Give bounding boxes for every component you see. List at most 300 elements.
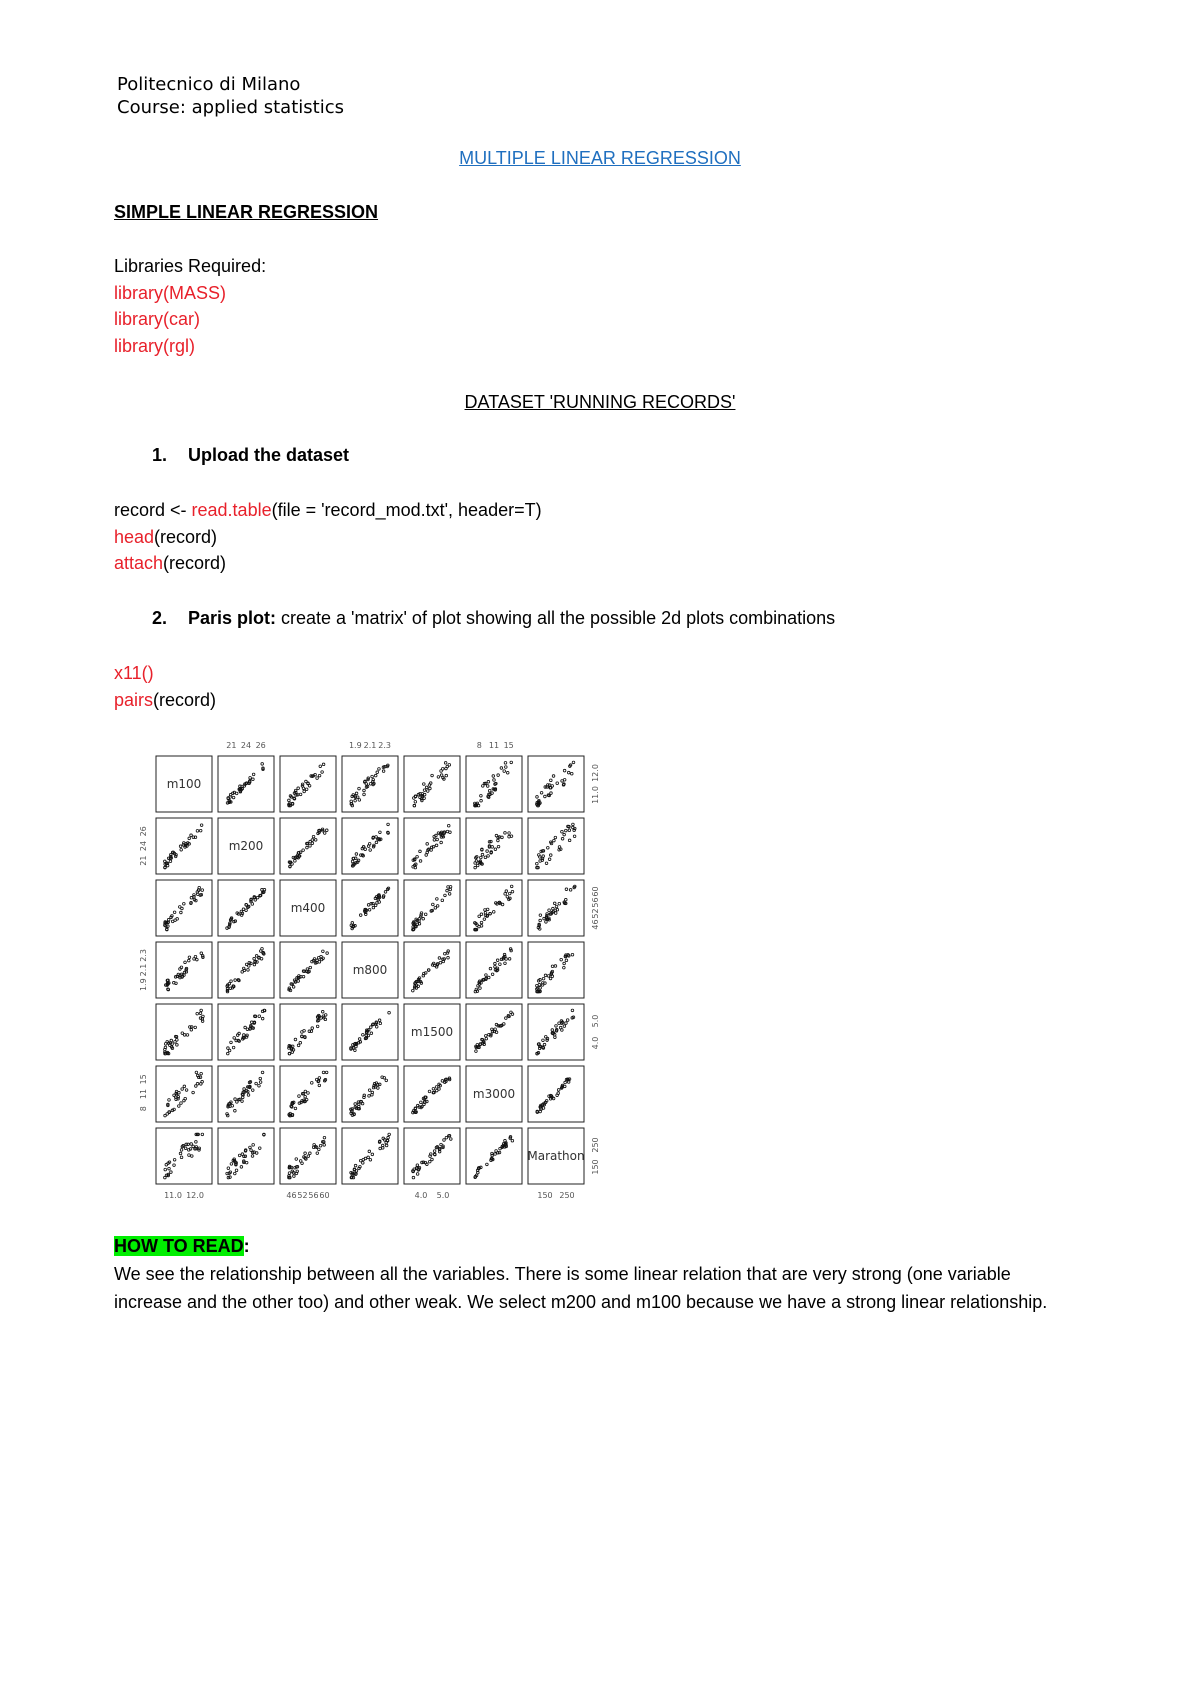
scatter-point	[479, 987, 482, 990]
how-to-read-label: HOW TO READ	[114, 1236, 244, 1256]
scatter-point	[504, 962, 507, 965]
scatter-point	[301, 1099, 304, 1102]
scatter-point	[302, 849, 305, 852]
scatter-point	[178, 1105, 181, 1108]
scatter-point	[245, 1161, 248, 1164]
scatter-point	[490, 851, 493, 854]
scatter-point	[368, 842, 371, 845]
scatter-point	[504, 832, 507, 835]
scatter-point	[293, 797, 296, 800]
scatter-point	[480, 856, 483, 859]
scatter-point	[434, 907, 437, 910]
scatter-point	[318, 774, 321, 777]
scatter-point	[565, 959, 568, 962]
scatter-point	[551, 1029, 554, 1032]
axis-tick-label: 52	[591, 908, 600, 919]
scatter-point	[447, 824, 450, 827]
scatter-point	[244, 1026, 247, 1029]
scatter-point	[379, 1022, 382, 1025]
scatter-point	[367, 904, 370, 907]
scatter-point	[294, 789, 297, 792]
scatter-point	[385, 1079, 388, 1082]
scatter-point	[252, 1144, 255, 1147]
scatter-point	[320, 958, 323, 961]
scatter-point	[433, 839, 436, 842]
scatter-point	[196, 830, 199, 833]
scatter-point	[548, 858, 551, 861]
scatter-point	[352, 1044, 355, 1047]
scatter-point	[242, 908, 245, 911]
scatter-point	[428, 1160, 431, 1163]
scatter-point	[360, 1100, 363, 1103]
variable-label: m3000	[472, 1087, 516, 1101]
scatter-point	[253, 963, 256, 966]
scatter-point	[559, 1026, 562, 1029]
scatter-point	[382, 1137, 385, 1140]
scatter-point	[354, 857, 357, 860]
scatter-point	[435, 834, 438, 837]
axis-tick-label: 15	[503, 741, 514, 750]
panel-frame	[156, 1066, 212, 1122]
scatter-point	[308, 784, 311, 787]
panel-frame	[156, 942, 212, 998]
scatter-point	[174, 1035, 177, 1038]
scatter-point	[483, 918, 486, 921]
scatter-point	[316, 777, 319, 780]
scatter-point	[359, 914, 362, 917]
scatter-point	[243, 1088, 246, 1091]
panel-frame	[280, 818, 336, 874]
scatter-point	[375, 1026, 378, 1029]
code-function: x11()	[114, 663, 154, 683]
scatter-point	[497, 845, 500, 848]
scatter-point	[253, 957, 256, 960]
scatter-point	[305, 780, 308, 783]
scatter-point	[508, 958, 511, 961]
scatter-point	[230, 1041, 233, 1044]
scatter-point	[352, 1046, 355, 1049]
scatter-point	[561, 830, 564, 833]
scatter-point	[292, 856, 295, 859]
scatter-point	[252, 778, 255, 781]
scatter-point	[307, 1092, 310, 1095]
scatter-point	[539, 914, 542, 917]
scatter-point	[231, 792, 234, 795]
scatter-point	[423, 789, 426, 792]
scatter-point	[371, 1091, 374, 1094]
scatter-point	[508, 832, 511, 835]
scatter-point	[173, 1108, 176, 1111]
scatter-point	[247, 1094, 250, 1097]
scatter-point	[497, 774, 500, 777]
scatter-point	[504, 762, 507, 765]
scatter-point	[484, 1035, 487, 1038]
scatter-point	[318, 1084, 321, 1087]
scatter-point	[188, 837, 191, 840]
scatter-point	[189, 1148, 192, 1151]
scatter-point	[489, 912, 492, 915]
scatter-point	[545, 862, 548, 865]
scatter-point	[248, 961, 251, 964]
scatter-point	[547, 975, 550, 978]
scatter-point	[478, 1166, 481, 1169]
scatter-point	[313, 1144, 316, 1147]
scatter-point	[423, 783, 426, 786]
scatter-point	[445, 774, 448, 777]
scatter-point	[555, 1025, 558, 1028]
scatter-point	[412, 989, 415, 992]
scatter-point	[369, 849, 372, 852]
scatter-point	[234, 1109, 237, 1112]
scatter-point	[491, 1028, 494, 1031]
scatter-point	[367, 1156, 370, 1159]
scatter-point	[299, 1041, 302, 1044]
scatter-point	[420, 912, 423, 915]
dataset-title: DATASET 'RUNNING RECORDS'	[464, 392, 736, 412]
scatter-point	[185, 1089, 188, 1092]
code-function: read.table	[191, 500, 272, 520]
scatter-point	[171, 1043, 174, 1046]
scatter-point	[363, 1094, 366, 1097]
axis-tick-label: 1.9	[348, 741, 362, 750]
scatter-point	[378, 768, 381, 771]
scatter-point	[549, 786, 552, 789]
scatter-point	[252, 773, 255, 776]
scatter-point	[298, 1095, 301, 1098]
scatter-point	[301, 1035, 304, 1038]
scatter-point	[539, 919, 542, 922]
scatter-point	[415, 987, 418, 990]
code-text: (record)	[154, 527, 218, 547]
scatter-point	[372, 837, 375, 840]
scatter-point	[359, 1165, 362, 1168]
institution-name: Politecnico di Milano	[117, 74, 301, 95]
scatter-point	[294, 1107, 297, 1110]
scatter-point	[368, 909, 371, 912]
scatter-point	[570, 772, 573, 775]
axis-tick-label: 2.1	[363, 741, 377, 750]
scatter-point	[435, 1089, 438, 1092]
scatter-point	[450, 1138, 453, 1141]
scatter-point	[431, 774, 434, 777]
scatter-point	[253, 1022, 256, 1025]
scatter-point	[536, 862, 539, 865]
scatter-point	[307, 1155, 310, 1158]
scatter-point	[196, 1012, 199, 1015]
scatter-point	[306, 842, 309, 845]
scatter-point	[377, 1087, 380, 1090]
scatter-point	[379, 1147, 382, 1150]
scatter-point	[297, 852, 300, 855]
scatter-point	[494, 962, 497, 965]
scatter-point	[317, 1080, 320, 1083]
scatter-point	[183, 974, 186, 977]
scatter-point	[361, 1162, 364, 1165]
how-to-read-text: We see the relationship between all the variables. There is some linear relation that are very strong (one variable increase and the other too) and other weak. We select m200 and m100 because we have a strong linear relationship.	[114, 1264, 1048, 1312]
scatter-point	[381, 1147, 384, 1150]
scatter-point	[352, 925, 355, 928]
scatter-point	[201, 1080, 204, 1083]
scatter-point	[505, 1017, 508, 1020]
scatter-point	[196, 958, 199, 961]
scatter-point	[371, 1153, 374, 1156]
scatter-point	[563, 783, 566, 786]
scatter-point	[558, 846, 561, 849]
scatter-point	[487, 855, 490, 858]
scatter-point	[563, 962, 566, 965]
scatter-point	[358, 799, 361, 802]
panel-frame	[342, 1128, 398, 1184]
axis-tick-label: 250	[591, 1137, 600, 1153]
scatter-point	[259, 950, 262, 953]
scatter-point	[476, 990, 479, 993]
library-line: library(rgl)	[114, 336, 195, 356]
scatter-point	[227, 797, 230, 800]
scatter-point	[184, 961, 187, 964]
scatter-point	[167, 988, 170, 991]
scatter-point	[536, 796, 539, 799]
scatter-point	[242, 967, 245, 970]
step-title: Upload the dataset	[188, 445, 350, 465]
scatter-point	[440, 774, 443, 777]
scatter-point	[487, 976, 490, 979]
scatter-point	[492, 911, 495, 914]
section-title: SIMPLE LINEAR REGRESSION	[114, 202, 379, 222]
panel-frame	[342, 1066, 398, 1122]
scatter-point	[234, 1098, 237, 1101]
scatter-point	[168, 1099, 171, 1102]
scatter-point	[483, 1043, 486, 1046]
scatter-point	[374, 904, 377, 907]
scatter-point	[200, 1009, 203, 1012]
axis-tick-label: 24	[240, 741, 252, 750]
scatter-point	[363, 793, 366, 796]
scatter-point	[370, 1032, 373, 1035]
scatter-point	[322, 1015, 325, 1018]
scatter-point	[167, 925, 170, 928]
scatter-point	[445, 1136, 448, 1139]
scatter-point	[258, 957, 261, 960]
axis-tick-label: 12.0	[591, 764, 600, 782]
scatter-point	[511, 890, 514, 893]
scatter-point	[412, 1176, 415, 1179]
scatter-point	[325, 829, 328, 832]
panel-frame	[156, 880, 212, 936]
scatter-point	[180, 848, 183, 851]
scatter-point	[323, 1136, 326, 1139]
scatter-point	[175, 982, 178, 985]
scatter-point	[446, 889, 449, 892]
scatter-point	[476, 924, 479, 927]
scatter-point	[249, 1146, 252, 1149]
scatter-point	[228, 1049, 231, 1052]
scatter-point	[381, 1076, 384, 1079]
scatter-point	[538, 924, 541, 927]
scatter-point	[353, 1168, 356, 1171]
scatter-point	[183, 902, 186, 905]
document-title[interactable]: MULTIPLE LINEAR REGRESSION	[459, 148, 741, 168]
scatter-point	[229, 987, 232, 990]
scatter-point	[494, 848, 497, 851]
scatter-point	[164, 1043, 167, 1046]
how-to-read-heading	[114, 1232, 1074, 1260]
scatter-point	[304, 1095, 307, 1098]
scatter-point	[503, 770, 506, 773]
scatter-point	[200, 952, 203, 955]
scatter-point	[447, 956, 450, 959]
scatter-point	[301, 1031, 304, 1034]
scatter-point	[310, 1082, 313, 1085]
scatter-point	[374, 774, 377, 777]
scatter-point	[306, 968, 309, 971]
scatter-point	[295, 980, 298, 983]
scatter-point	[186, 1034, 189, 1037]
scatter-point	[369, 1026, 372, 1029]
scatter-point	[312, 835, 315, 838]
scatter-point	[474, 866, 477, 869]
scatter-point	[544, 974, 547, 977]
scatter-point	[183, 1099, 186, 1102]
scatter-point	[301, 1092, 304, 1095]
scatter-point	[494, 1153, 497, 1156]
scatter-point	[196, 891, 199, 894]
scatter-point	[179, 1152, 182, 1155]
code-function: attach	[114, 553, 164, 573]
scatter-point	[183, 842, 186, 845]
scatter-point	[368, 1095, 371, 1098]
scatter-point	[180, 911, 183, 914]
scatter-point	[234, 979, 237, 982]
scatter-point	[311, 1027, 314, 1030]
axis-tick-label: 11	[488, 741, 500, 750]
scatter-point	[173, 1158, 176, 1161]
scatter-point	[233, 1172, 236, 1175]
scatter-point	[190, 834, 193, 837]
scatter-point	[511, 1139, 514, 1142]
scatter-point	[440, 841, 443, 844]
scatter-point	[372, 1086, 375, 1089]
scatter-point	[187, 959, 190, 962]
scatter-point	[443, 1139, 446, 1142]
scatter-point	[355, 792, 358, 795]
scatter-point	[536, 984, 539, 987]
scatter-point	[232, 796, 235, 799]
scatter-point	[247, 969, 250, 972]
scatter-point	[190, 1143, 193, 1146]
scatter-point	[493, 779, 496, 782]
code-line	[114, 688, 216, 712]
scatter-point	[388, 1133, 391, 1136]
axis-tick-label: 250	[559, 1191, 575, 1200]
scatter-point	[263, 1133, 266, 1136]
scatter-point	[303, 790, 306, 793]
axis-tick-label: 150	[537, 1191, 553, 1200]
scatter-point	[369, 783, 372, 786]
scatter-point	[364, 1157, 367, 1160]
scatter-point	[432, 845, 435, 848]
step-description: create a 'matrix' of plot showing all the possible 2d plots combinations	[276, 608, 836, 628]
scatter-point	[230, 1163, 233, 1166]
scatter-point	[376, 771, 379, 774]
scatter-point	[491, 846, 494, 849]
scatter-point	[557, 1092, 560, 1095]
scatter-point	[572, 761, 575, 764]
scatter-point	[254, 899, 257, 902]
scatter-point	[494, 965, 497, 968]
scatter-point	[486, 785, 489, 788]
axis-tick-label: 4.0	[414, 1191, 428, 1200]
scatter-point	[433, 1150, 436, 1153]
scatter-point	[191, 1155, 194, 1158]
scatter-point	[506, 771, 509, 774]
scatter-point	[316, 1152, 319, 1155]
axis-tick-label: 1.9	[139, 978, 148, 992]
scatter-point	[311, 960, 314, 963]
step-title: Paris plot:	[188, 608, 277, 628]
scatter-point	[444, 762, 447, 765]
scatter-point	[200, 824, 203, 827]
scatter-point	[551, 965, 554, 968]
scatter-point	[433, 1091, 436, 1094]
scatter-point	[259, 1077, 262, 1080]
scatter-point	[299, 1160, 302, 1163]
step-heading	[152, 443, 349, 467]
axis-tick-label: 5.0	[591, 1014, 600, 1028]
scatter-point	[228, 982, 231, 985]
axis-tick-label: 8	[476, 741, 482, 750]
scatter-point	[553, 902, 556, 905]
scatter-point	[424, 913, 427, 916]
scatter-point	[318, 961, 321, 964]
scatter-point	[325, 1071, 328, 1074]
scatter-point	[288, 799, 291, 802]
scatter-point	[480, 913, 483, 916]
scatter-point	[480, 794, 483, 797]
scatter-point	[539, 978, 542, 981]
variable-label: m800	[352, 963, 388, 977]
scatter-point	[321, 1010, 324, 1013]
scatter-point	[164, 1176, 167, 1179]
panel-frame	[466, 880, 522, 936]
scatter-point	[510, 835, 513, 838]
scatter-point	[557, 1089, 560, 1092]
scatter-point	[240, 1166, 243, 1169]
scatter-point	[316, 1025, 319, 1028]
scatter-point	[193, 958, 196, 961]
scatter-point	[572, 826, 575, 829]
scatter-point	[561, 780, 564, 783]
scatter-point	[306, 846, 309, 849]
scatter-point	[322, 950, 325, 953]
scatter-point	[418, 1106, 421, 1109]
scatter-point	[192, 1145, 195, 1148]
scatter-point	[263, 888, 266, 891]
scatter-point	[243, 785, 246, 788]
scatter-point	[249, 777, 252, 780]
scatter-point	[369, 1158, 372, 1161]
scatter-point	[230, 1101, 233, 1104]
scatter-point	[573, 835, 576, 838]
scatter-point	[178, 906, 181, 909]
scatter-point	[538, 856, 541, 859]
code-line	[114, 661, 154, 685]
scatter-point	[261, 763, 264, 766]
course-name: Course: applied statistics	[117, 97, 344, 118]
scatter-point	[170, 1039, 173, 1042]
scatter-point	[544, 795, 547, 798]
scatter-point	[255, 955, 258, 958]
axis-tick-label: 60	[591, 886, 600, 897]
